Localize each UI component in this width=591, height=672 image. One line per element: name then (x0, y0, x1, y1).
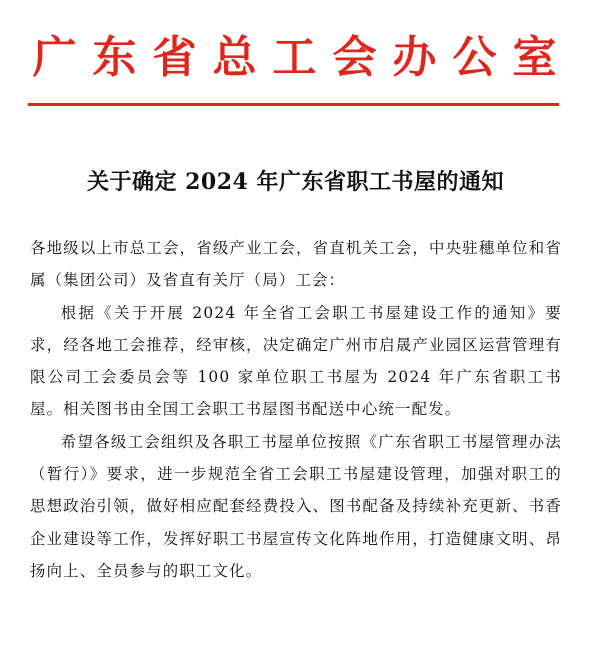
body-paragraph-1: 根据《关于开展 2024 年全省工会职工书屋建设工作的通知》要求，经各地工会推荐，经审核，决定确定广州市启晟产业园区运营管理有限公司工会委员会等 100 家单位职工书屋为 2024 年广东省职工书屋。相关图书由全国工会职工书屋图书配送中心统一配发。 (30, 303, 562, 419)
letterhead-title: 广东省总工会办公室 (32, 32, 573, 83)
recipients-paragraph: 各地级以上市总工会，省级产业工会，省直机关工会，中央驻穗单位和省属（集团公司）及省直有关厅（局）工会： (30, 239, 562, 290)
letterhead-red-rule (28, 103, 559, 106)
body-paragraph-2: 希望各级工会组织及各职工书屋单位按照《广东省职工书屋管理办法（暂行）》要求，进一步规范全省工会职工书屋建设管理，加强对职工的思想政治引领，做好相应配套经费投入、图书配备及持续补充更新、书香企业建设等工作，发挥好职工书屋宣传文化阵地作用，打造健康文明、昂扬向上、全员参与的职工文化。 (30, 432, 562, 580)
document-body (30, 232, 562, 587)
document-title: 关于确定 2024 年广东省职工书屋的通知 (86, 169, 505, 195)
